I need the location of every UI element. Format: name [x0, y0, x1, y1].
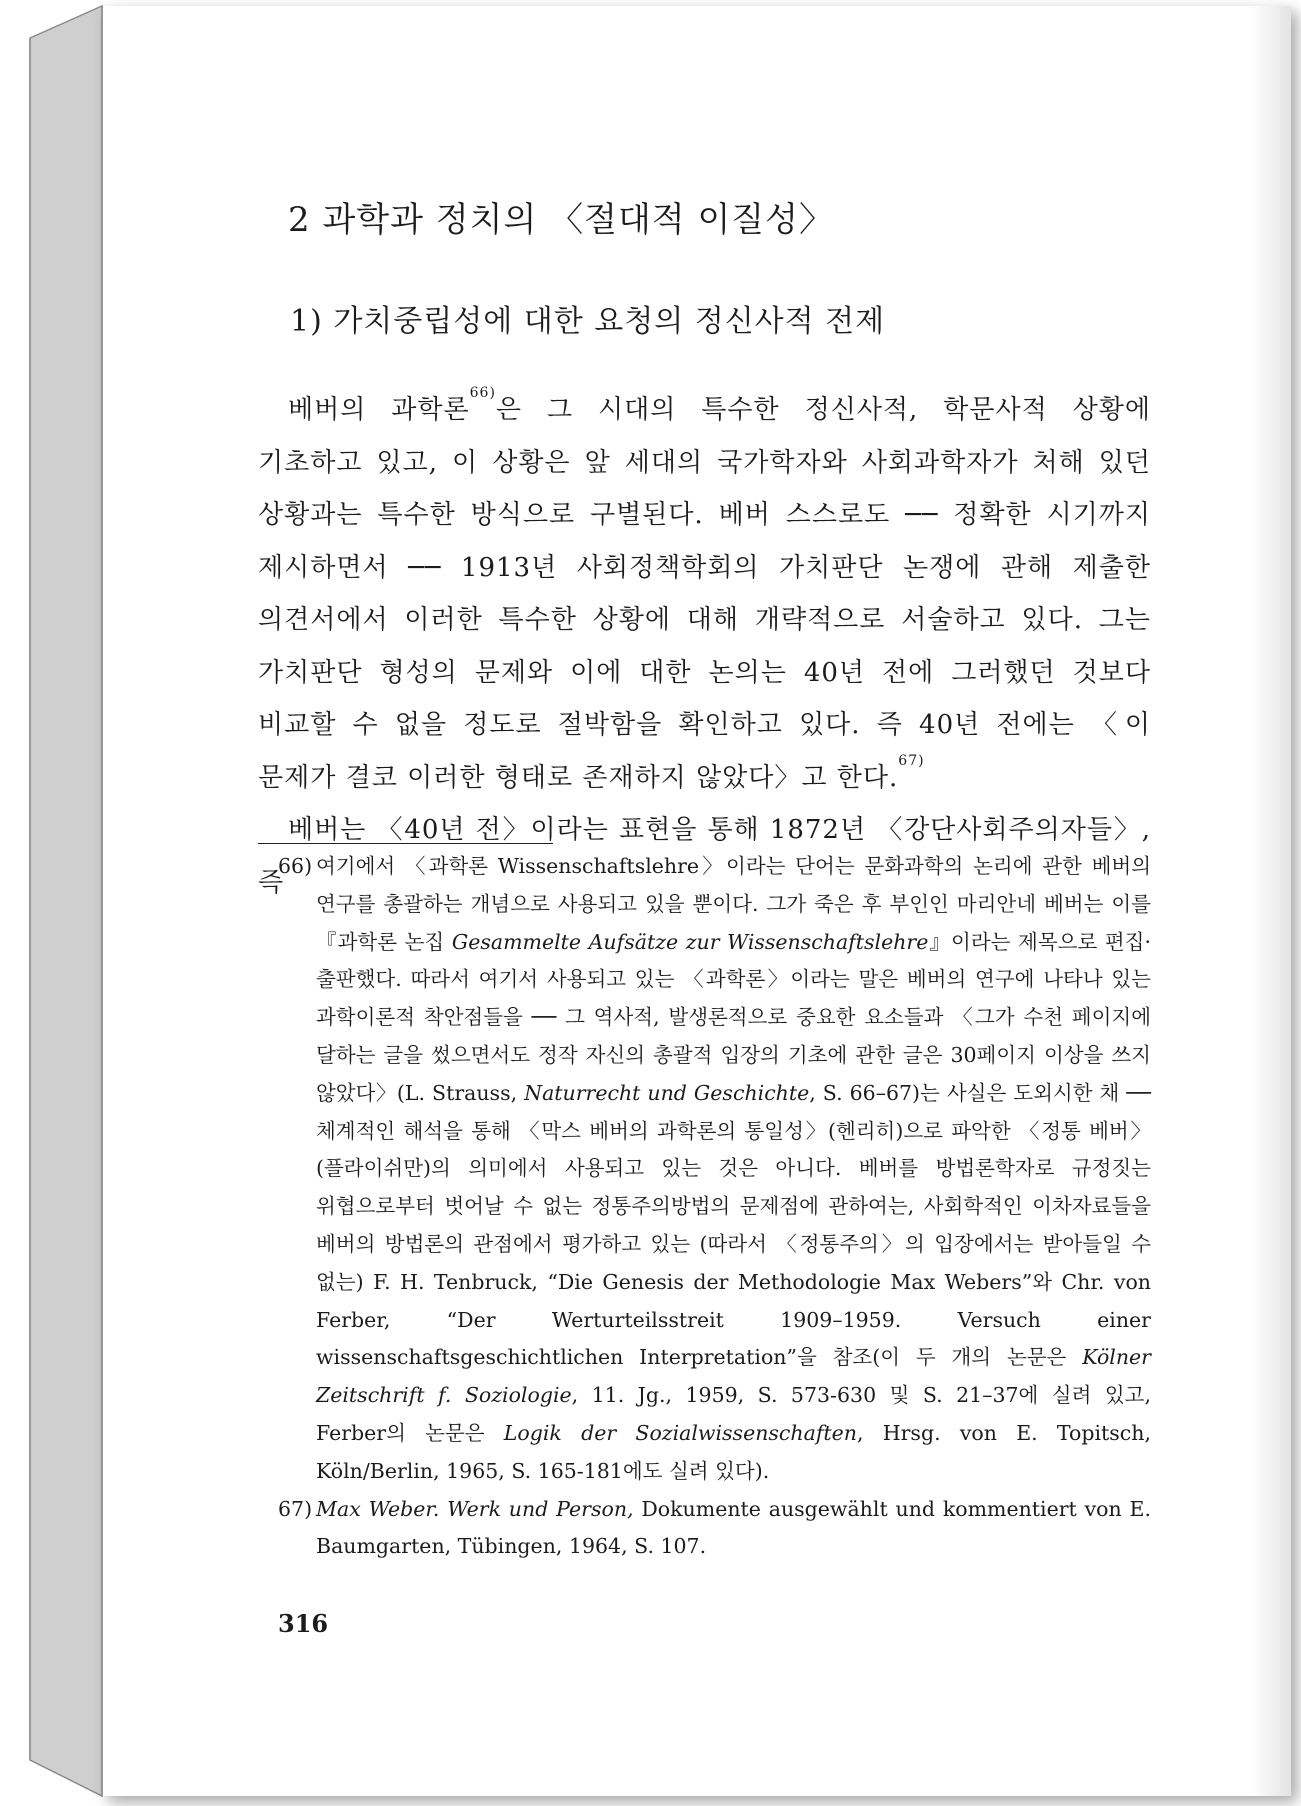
footnote-italic-title: Max Weber. Werk und Person,: [316, 1496, 634, 1521]
paragraph-2: 베버는 〈40년 전〉이라는 표현을 통해 1872년 〈강단사회주의자들〉, 즉: [258, 815, 1151, 898]
footnote-66: [278, 848, 1151, 1491]
footnote-67: [278, 1491, 1151, 1567]
paragraph-1: [258, 384, 1151, 804]
page-edge-shadow: [1251, 6, 1291, 1796]
footnote-italic-title: Gesammelte Aufsätze zur Wissenschaftslehre: [451, 929, 929, 954]
paragraph-1-text-a: 베버의 과학론: [288, 395, 470, 425]
footnote-ref-67: 67): [898, 752, 925, 769]
footnote-text: 』이라는 제목으로 편집·출판했다. 따라서 여기서 사용되고 있는 〈과학론〉이라는 말은 베버의 연구에 나타나 있는 과학이론적 착안점들을 ── 그 역사적, 발생론적으로 중요한 요소들과 〈그가 수천 페이지에 달하는 글을 썼으면서도 정작 자신의 총괄적 입장의 기초에 관한 글은 30페이지 이상을 쓰지 않았다〉(L. Strauss,: [316, 929, 1151, 1105]
footnote-number: 67): [278, 1496, 313, 1521]
footnote-text: , 11. Jg., 1959, S. 573-630 및 S. 21–37에 실려 있고, Ferber의 논문은: [316, 1383, 1151, 1445]
footnote-ref-66: 66): [469, 385, 496, 401]
footnote-text: 여기에서 〈과학론 Wissenschaftslehre〉이라는 단어는 문화과학의 논리에 관한 베버의 연구를 총괄하는 개념으로 사용되고 있을 뿐이다. 그가 죽은 후 부인인 마리안네 베버는 이를 『과학론 논집: [316, 854, 1151, 954]
footnote-text: Dokumente ausgewählt und kommentiert von E. Baumgarten, Tübingen, 1964, S. 107.: [316, 1496, 1152, 1559]
subsection-heading: 1) 가치중립성에 대한 요청의 정신사적 전제: [290, 304, 886, 339]
footnote-italic-title: Logik der Sozialwissenschaften: [503, 1420, 857, 1445]
footnote-number: 66): [278, 854, 313, 878]
footnote-text: , S. 66–67)는 사실은 도외시한 채 ── 체계적인 해석을 통해 〈막스 베버의 과학론의 통일성〉(헨리히)으로 파악한 〈정통 베버〉(플라이쉬만)의 의미에서 사용되고 있는 것은 아니다. 베버를 방법론학자로 규정짓는 위협으로부터 벗어날 수 없는 정통주의방법의 문제점에 관하여는, 사회학적인 이차자료들을 베버의 방법론의 관점에서 평가하고 있는 (따라서 〈정통주의〉의 입장에서는 받아들일 수 없는) F. H. Tenbruck, “Die Genesis der Methodologie Max Webers”와 Chr. von Ferber, “Der Werturteilsstreit 1909–1959. Versuch einer wissenschaftsgeschichtlichen Interpretation”을 참조(이 두 개의 논문은: [316, 1080, 1152, 1370]
page-number: 316: [278, 1609, 329, 1638]
footnote-italic-title: Kölner Zeitschrift f. Soziologie: [316, 1345, 1151, 1408]
paragraph-1-text-b: 은 그 시대의 특수한 정신사적, 학문사적 상황에 기초하고 있고, 이 상황은 앞 세대의 국가학자와 사회과학자가 처해 있던 상황과는 특수한 방식으로 구별된다. 베버 스스로도 ── 정확한 시기까지 제시하면서 ── 1913년 사회정책학회의 가치판단 논쟁에 관해 제출한 의견서에서 이러한 특수한 상황에 대해 개략적으로 서술하고 있다. 그는 가치판단 형성의 문제와 이에 대한 논의는 40년 전에 그러했던 것보다 비교할 수 없을 정도로 절박함을 확인하고 있다. 즉 40년 전에는 〈이 문제가 결코 이러한 형태로 존재하지 않았다〉고 한다.: [258, 395, 1151, 793]
footnote-italic-title: Naturrecht und Geschichte: [524, 1080, 810, 1105]
footnote-text: , Hrsg. von E. Topitsch, Köln/Berlin, 1965, S. 165-181에도 실려 있다).: [316, 1420, 1151, 1483]
section-heading: 2 과학과 정치의 〈절대적 이질성〉: [288, 200, 834, 240]
footnote-separator: [258, 843, 553, 844]
footnotes: [278, 848, 1151, 1566]
book-spine-edge: [0, 0, 108, 1806]
body-text: [258, 384, 1151, 909]
